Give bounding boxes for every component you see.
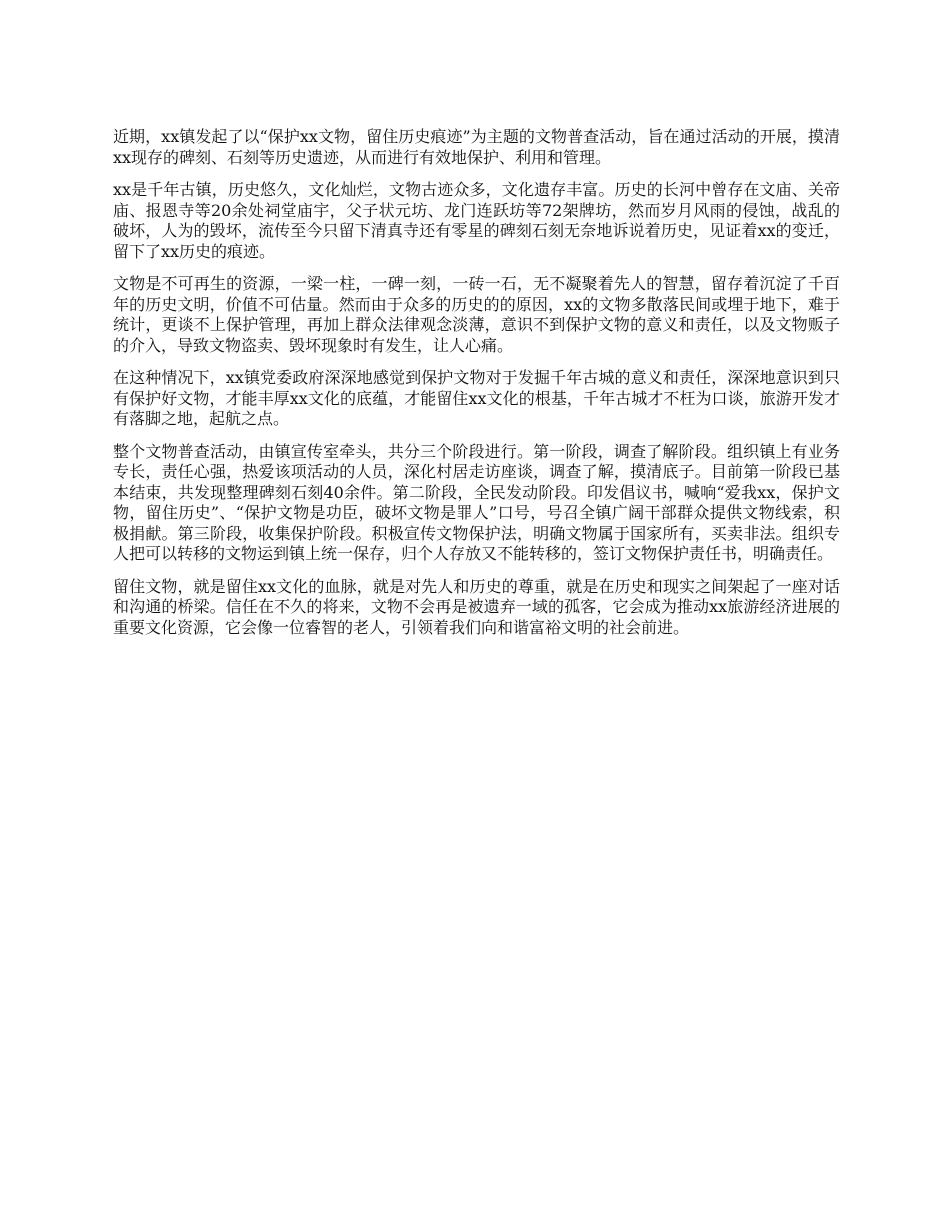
paragraph-4: 在这种情况下，xx镇党委政府深深地感觉到保护文物对于发掘千年古城的意义和责任，深深地意识到只有保护好文物，才能丰厚xx文化的底蕴，才能留住xx文化的根基，千年古城才不枉为口谈，旅游开发才有落脚之地，起航之点。 [113,368,840,428]
paragraph-2: xx是千年古镇，历史悠久，文化灿烂，文物古迹众多，文化遗存丰富。历史的长河中曾存在文庙、关帝庙、报恩寺等20余处祠堂庙宇，父子状元坊、龙门连跃坊等72架牌坊，然而岁月风雨的侵蚀，战乱的破坏，人为的毁坏，流传至今只留下清真寺还有零星的碑刻石刻无奈地诉说着历史，见证着xx的变迁，留下了xx历史的痕迹。 [113,180,840,261]
paragraph-6: 留住文物，就是留住xx文化的血脉，就是对先人和历史的尊重，就是在历史和现实之间架起了一座对话和沟通的桥梁。信任在不久的将来，文物不会再是被遗弃一域的孤客，它会成为推动xx旅游经济进展的重要文化资源，它会像一位睿智的老人，引领着我们向和谐富裕文明的社会前进。 [113,576,840,637]
paragraph-3: 文物是不可再生的资源，一梁一柱，一碑一刻，一砖一石，无不凝聚着先人的智慧，留存着沉淀了千百年的历史文明，价值不可估量。然而由于众多的历史的的原因，xx的文物多散落民间或埋于地下，难于统计，更谈不上保护管理，再加上群众法律观念淡薄，意识不到保护文物的意义和责任，以及文物贩子的介入，导致文物盗卖、毁坏现象时有发生，让人心痛。 [113,274,840,355]
document-body [113,127,840,650]
paragraph-5: 整个文物普查活动，由镇宣传室牵头，共分三个阶段进行。第一阶段，调查了解阶段。组织镇上有业务专长，责任心强，热爱该项活动的人员，深化村居走访座谈，调查了解，摸清底子。目前第一阶段已基本结束，共发现整理碑刻石刻40余件。第二阶段，全民发动阶段。印发倡议书，喊响“爱我xx，保护文物，留住历史”、“保护文物是功臣，破坏文物是罪人”口号，号召全镇广阔干部群众提供文物线索，积极捐献。第三阶段，收集保护阶段。积极宣传文物保护法，明确文物属于国家所有，买卖非法。组织专人把可以转移的文物运到镇上统一保存，归个人存放又不能转移的，签订文物保护责任书，明确责任。 [113,441,840,563]
paragraph-1: 近期，xx镇发起了以“保护xx文物，留住历史痕迹”为主题的文物普查活动，旨在通过活动的开展，摸清xx现存的碑刻、石刻等历史遗迹，从而进行有效地保护、利用和管理。 [113,127,840,167]
